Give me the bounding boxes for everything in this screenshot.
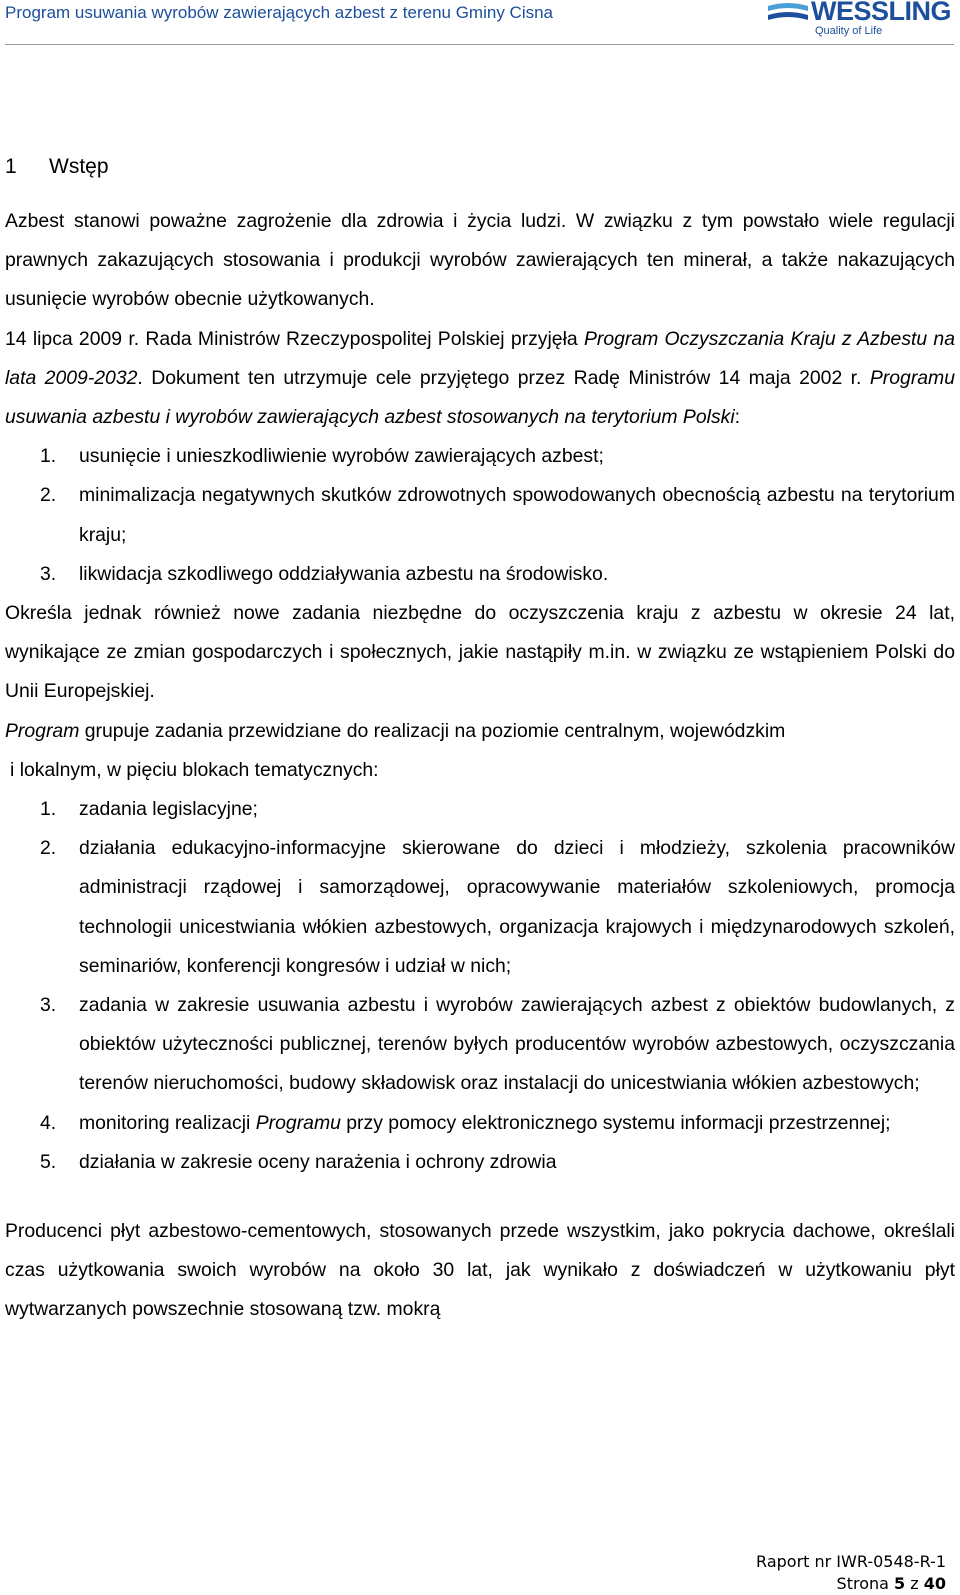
paragraph-new-tasks: Określa jednak również nowe zadania niezbędne do oczyszczenia kraju z azbestu w okresie 24 lat, wynikające ze zmian gospodarczych i społecznych, jakie nastąpiły m.in. w związku ze wstąpieniem Polski do Unii Europejskiej. xyxy=(5,602,955,703)
list-text: monitoring realizacji xyxy=(79,1111,256,1134)
text-run: : xyxy=(734,406,741,429)
list-number: 4. xyxy=(40,1111,57,1134)
list-item xyxy=(5,1104,955,1143)
text-run: grupuje zadania przewidziane do realizacji na poziomie centralnym, wojewódzkim xyxy=(79,719,786,742)
list-number: 1. xyxy=(40,798,57,821)
document-title: Program usuwania wyrobów zawierających azbest z terenu Gminy Cisna xyxy=(5,3,554,22)
list-text: likwidacja szkodliwego oddziaływania azbestu na środowisko. xyxy=(79,562,609,585)
goals-list xyxy=(5,437,955,594)
document-body xyxy=(5,150,955,1330)
text-run: i lokalnym, w pięciu blokach tematycznych: xyxy=(10,758,379,781)
list-text: usunięcie i unieszkodliwienie wyrobów zawierających azbest; xyxy=(79,445,604,468)
list-number: 2. xyxy=(40,837,57,860)
logo-name: WESSLING xyxy=(811,0,952,26)
text-run: . Dokument ten utrzymuje cele przyjętego przez Radę Ministrów 14 maja 2002 r. xyxy=(137,366,870,389)
text-run: Strona xyxy=(836,1574,895,1593)
list-number: 3. xyxy=(40,562,57,585)
section-heading xyxy=(5,150,955,184)
wessling-logo xyxy=(765,0,960,42)
page-header xyxy=(0,0,960,45)
program-word: Programu xyxy=(255,1111,341,1134)
program-title: Program Oczyszczania Kraju z Azbestu na lata 2009-2032 xyxy=(5,327,955,389)
logo-tagline: Quality of Life xyxy=(815,25,883,37)
list-text: minimalizacja negatywnych skutków zdrowotnych spowodowanych obecnością azbestu na terytorium kraju; xyxy=(79,484,955,546)
list-text: zadania legislacyjne; xyxy=(79,798,258,821)
paragraph-intro: Azbest stanowi poważne zagrożenie dla zdrowia i życia ludzi. W związku z tym powstało wiele regulacji prawnych zakazujących stosowania i produkcji wyrobów zawierających ten minerał, a także nakazujących usunięcie wyrobów obecnie użytkowanych. xyxy=(5,210,955,311)
page-footer xyxy=(756,1551,946,1595)
list-item xyxy=(5,790,955,829)
section-number: 1 xyxy=(5,155,17,178)
current-page: 5 xyxy=(894,1574,906,1593)
list-item xyxy=(5,986,955,1104)
list-item xyxy=(5,555,955,594)
list-text: zadania w zakresie usuwania azbestu i wyrobów zawierających azbest z obiektów budowlanych, z obiektów użyteczności publicznej, terenów byłych producentów wyrobów azbestowych, oczyszczania terenów nieruchomości, budowy składowisk oraz instalacji do unicestwiania włókien azbestowych; xyxy=(79,994,955,1095)
list-item xyxy=(5,476,955,554)
list-number: 5. xyxy=(40,1150,57,1173)
paragraph-producers: Producenci płyt azbestowo-cementowych, stosowanych przede wszystkim, jako pokrycia dachowe, określali czas użytkowania swoich wyrobów na około 30 lat, jak wynikało z doświadczeń w użytkowaniu płyt wytwarzanych powszechnie stosowaną tzw. mokrą xyxy=(5,1220,955,1321)
list-item xyxy=(5,829,955,986)
program-word: Program xyxy=(5,719,80,742)
paragraph-blocks-intro xyxy=(5,712,955,790)
report-number: Raport nr IWR-0548-R-1 xyxy=(756,1552,946,1571)
text-run: 14 lipca 2009 r. Rada Ministrów Rzeczypospolitej Polskiej przyjęła xyxy=(5,327,584,350)
wessling-logo-mark-icon xyxy=(768,2,808,24)
list-item xyxy=(5,1143,955,1182)
blocks-list xyxy=(5,790,955,1182)
list-text: działania w zakresie oceny narażenia i ochrony zdrowia xyxy=(79,1150,557,1173)
list-text: działania edukacyjno-informacyjne skierowane do dzieci i młodzieży, szkolenia pracowników administracji rządowej i samorządowej, opracowywanie materiałów szkoleniowych, promocja technologii unicestwiania włókien azbestowych, organizacja krajowych i międzynarodowych szkoleń, seminariów, konferencji kongresów i udział w nich; xyxy=(79,837,955,977)
total-pages: 40 xyxy=(923,1574,946,1593)
list-item xyxy=(5,437,955,476)
program-2002-title: Programu usuwania azbestu i wyrobów zawierających azbest stosowanych na terytorium Polski xyxy=(5,366,955,429)
paragraph-program xyxy=(5,320,955,438)
section-title: Wstęp xyxy=(49,155,109,178)
page-number xyxy=(756,1573,946,1595)
header-divider xyxy=(5,44,954,45)
list-number: 2. xyxy=(40,484,57,507)
list-number: 1. xyxy=(40,445,57,468)
list-text: przy pomocy elektronicznego systemu informacji przestrzennej; xyxy=(340,1111,891,1134)
text-run: z xyxy=(905,1574,924,1593)
list-number: 3. xyxy=(40,994,57,1017)
